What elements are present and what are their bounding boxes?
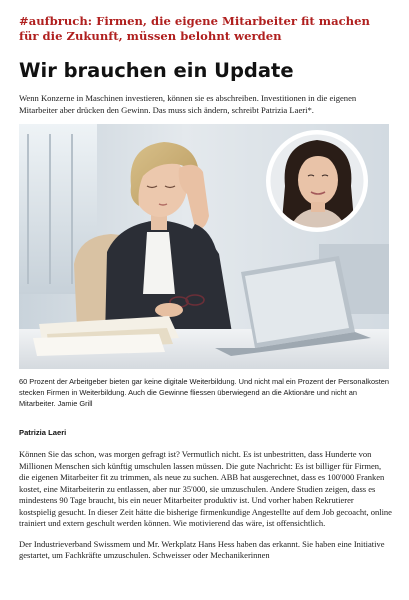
article-kicker: #aufbruch: Firmen, die eigene Mitarbeiter fit machen für die Zukunft, müssen belohnt werden <box>19 14 370 43</box>
hero-photo-illustration <box>19 124 389 369</box>
body-paragraph-2: Der Industrieverband Swissmem und Mr. Werkplatz Hans Hess haben das erkannt. Sie haben eine Initiative gestartet, um Fachkräfte umzuschulen. Schweisser oder Mechanikerinnen <box>19 538 385 560</box>
image-caption: 60 Prozent der Arbeitgeber bieten gar keine digitale Weiterbildung. Und nicht mal ein Prozent der Personalkosten stecken Firmen in Weiterbildung. Auch die Gewinne fliessen überwiegend an die Aktionäre und nicht an Mitarbeiter. Jamie Grill <box>19 377 390 408</box>
author-name: Patrizia Laeri <box>19 428 67 437</box>
hero-image <box>19 124 389 369</box>
body-paragraph-1: Können Sie das schon, was morgen gefragt ist? Vermutlich nicht. Es ist unbestritten, dass Hunderte von Millionen Menschen sich künftig umschulen lassen müssen. Die gute Nachricht: Es ist billiger für Firmen, die eigenen Mitarbeiter fit zu trimmen, als neue zu suchen. ABB hat ausgerechnet, dass es 100'000 Franken kostet, eine Mitarbeiterin zu entlassen, aber nur 35'000, sie umzuschulen. Andere Studien zeigen, dass es mindestens 90 Tage braucht, bis ein neuer Mitarbeiter produktiv ist. Und vorher haben Rekrutierer kostspielig gesucht. In dieser Zeit hätte die bisherige firmenkundige Angestellte auf dem Job gecoacht, online trainiert und extern geschult werden können. Wie motivierend das wäre, ist offensichtlich. <box>19 449 392 528</box>
article-headline: Wir brauchen ein Update <box>19 59 294 82</box>
article-lead: Wenn Konzerne in Maschinen investieren, können sie es abschreiben. Investitionen in die eigenen Mitarbeiter aber drücken den Gewinn. Das muss sich ändern, schreibt Patrizia Laeri*. <box>19 93 357 115</box>
